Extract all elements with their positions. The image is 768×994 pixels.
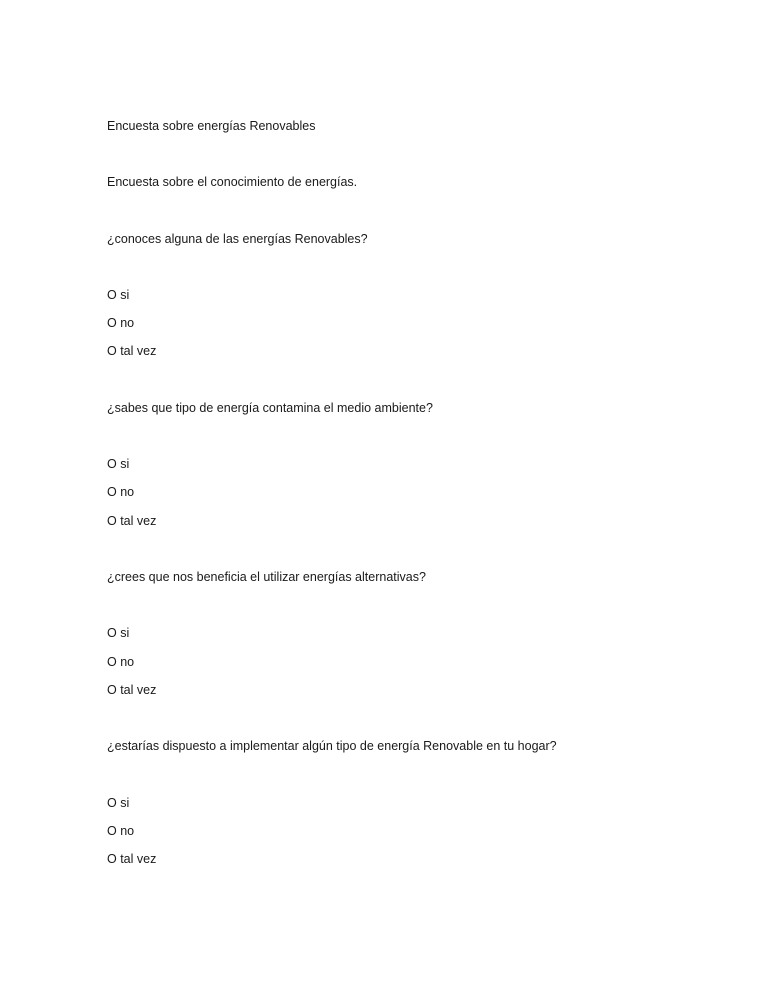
option-no: O no (107, 824, 135, 838)
question-2: ¿sabes que tipo de energía contamina el medio ambiente? (107, 401, 433, 415)
option-tal-vez: O tal vez (107, 852, 157, 866)
option-tal-vez: O tal vez (107, 683, 157, 697)
question-4: ¿estarías dispuesto a implementar algún tipo de energía Renovable en tu hogar? (107, 739, 557, 753)
question-3: ¿crees que nos beneficia el utilizar energías alternativas? (107, 570, 426, 584)
option-no: O no (107, 655, 135, 669)
option-si: O si (107, 626, 130, 640)
option-si: O si (107, 457, 130, 471)
option-tal-vez: O tal vez (107, 344, 157, 358)
document-title: Encuesta sobre energías Renovables (107, 119, 316, 133)
option-no: O no (107, 485, 135, 499)
option-si: O si (107, 288, 130, 302)
option-tal-vez: O tal vez (107, 514, 157, 528)
question-1: ¿conoces alguna de las energías Renovables? (107, 232, 368, 246)
option-no: O no (107, 316, 135, 330)
option-si: O si (107, 796, 130, 810)
document-subtitle: Encuesta sobre el conocimiento de energías. (107, 175, 358, 189)
